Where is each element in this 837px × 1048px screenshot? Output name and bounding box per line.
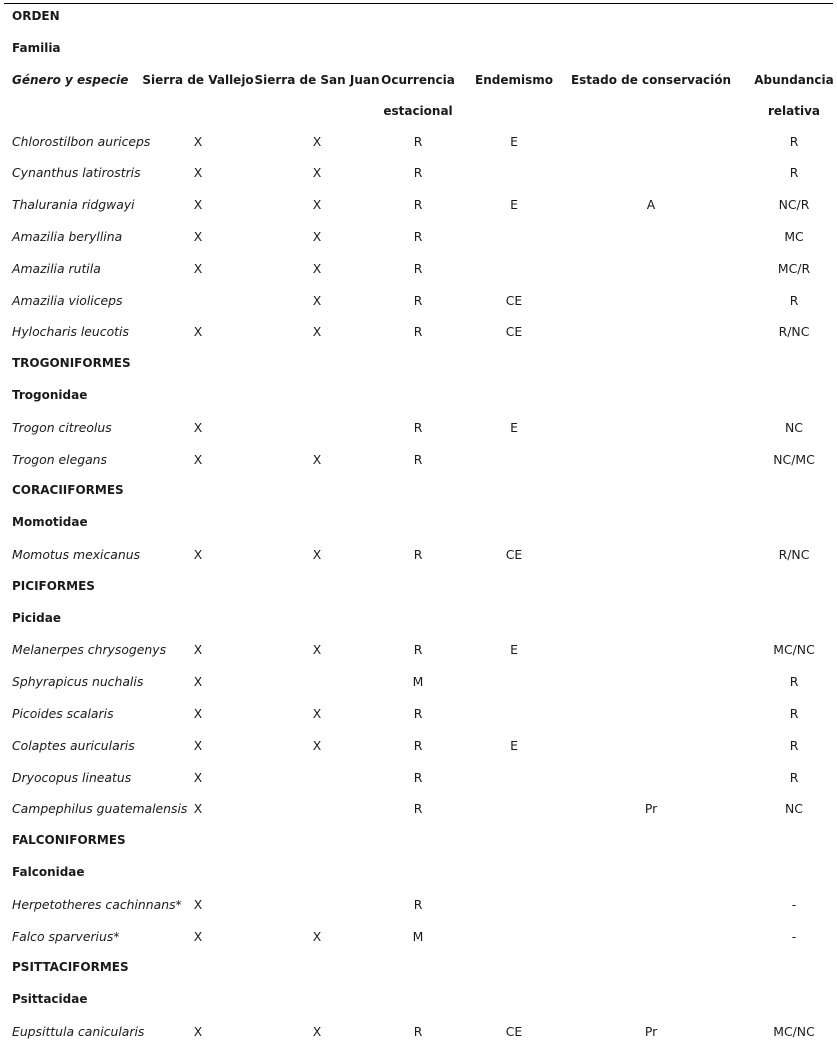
conservacion-cell: Pr xyxy=(644,801,658,817)
header-orden: ORDEN xyxy=(12,9,60,23)
endemismo-cell: E xyxy=(510,197,518,213)
conservacion-cell: Pr xyxy=(644,1023,658,1039)
header-genero: Género y especie xyxy=(12,72,129,87)
vallejo-cell: X xyxy=(193,260,203,276)
endemismo-cell: E xyxy=(510,133,518,149)
header-ocurrencia: Ocurrencia xyxy=(381,72,455,87)
family-name: Momotidae xyxy=(12,515,88,530)
species-name: Herpetotheres cachinnans* xyxy=(12,896,182,912)
endemismo-cell: E xyxy=(510,642,518,658)
abundancia-cell: R xyxy=(789,292,799,308)
abundancia-cell: MC/R xyxy=(777,260,811,276)
order-row xyxy=(0,475,837,507)
sanjuan-cell: X xyxy=(312,546,322,562)
endemismo-cell: CE xyxy=(505,292,523,308)
table-row xyxy=(0,1016,837,1048)
header-row-columns xyxy=(0,65,837,97)
table-row xyxy=(0,412,837,444)
sanjuan-cell: X xyxy=(312,737,322,753)
vallejo-cell: X xyxy=(193,769,203,785)
species-name: Eupsittula canicularis xyxy=(12,1023,145,1039)
family-row xyxy=(0,857,837,889)
vallejo-cell: X xyxy=(193,419,203,435)
abundancia-cell: R xyxy=(789,674,799,690)
abundancia-cell: - xyxy=(791,928,797,944)
family-name: Falconidae xyxy=(12,864,85,879)
ocurrencia-cell: R xyxy=(413,546,423,562)
vallejo-cell: X xyxy=(193,801,203,817)
species-name: Amazilia rutila xyxy=(12,260,101,276)
family-name: Picidae xyxy=(12,610,61,625)
ocurrencia-cell: R xyxy=(413,133,423,149)
sanjuan-cell: X xyxy=(312,705,322,721)
abundancia-cell: - xyxy=(791,896,797,912)
vallejo-cell: X xyxy=(193,928,203,944)
endemismo-cell: E xyxy=(510,737,518,753)
family-row xyxy=(0,380,837,412)
header-ocurrencia-2: estacional xyxy=(383,104,453,119)
abundancia-cell: MC/NC xyxy=(773,642,815,658)
vallejo-cell: X xyxy=(193,324,203,340)
ocurrencia-cell: R xyxy=(413,197,423,213)
order-row xyxy=(0,952,837,984)
vallejo-cell: X xyxy=(193,737,203,753)
vallejo-cell: X xyxy=(193,546,203,562)
table-row xyxy=(0,666,837,698)
species-name: Sphyrapicus nuchalis xyxy=(12,674,144,690)
table-row xyxy=(0,285,837,317)
ocurrencia-cell: R xyxy=(413,165,423,181)
table-row xyxy=(0,189,837,221)
vallejo-cell: X xyxy=(193,1023,203,1039)
species-name: Trogon citreolus xyxy=(12,419,112,435)
family-name: Psittacidae xyxy=(12,992,88,1007)
species-name: Momotus mexicanus xyxy=(12,546,141,562)
vallejo-cell: X xyxy=(193,133,203,149)
conservacion-cell: A xyxy=(646,197,656,213)
vallejo-cell: X xyxy=(193,228,203,244)
abundancia-cell: MC/NC xyxy=(773,1023,815,1039)
sanjuan-cell: X xyxy=(312,292,322,308)
ocurrencia-cell: R xyxy=(413,451,423,467)
species-name: Dryocopus lineatus xyxy=(12,769,132,785)
species-name: Trogon elegans xyxy=(12,451,107,467)
ocurrencia-cell: M xyxy=(412,674,424,690)
sanjuan-cell: X xyxy=(312,260,322,276)
order-row xyxy=(0,348,837,380)
ocurrencia-cell: R xyxy=(413,705,423,721)
vallejo-cell: X xyxy=(193,674,203,690)
abundancia-cell: NC/R xyxy=(778,197,810,213)
vallejo-cell: X xyxy=(193,451,203,467)
ocurrencia-cell: R xyxy=(413,896,423,912)
abundancia-cell: R xyxy=(789,737,799,753)
table-row xyxy=(0,762,837,794)
ocurrencia-cell: R xyxy=(413,260,423,276)
order-row xyxy=(0,825,837,857)
header-sanjuan: Sierra de San Juan xyxy=(254,72,380,87)
table-row xyxy=(0,157,837,189)
abundancia-cell: NC xyxy=(785,419,803,435)
sanjuan-cell: X xyxy=(312,1023,322,1039)
ocurrencia-cell: R xyxy=(413,324,423,340)
ocurrencia-cell: M xyxy=(412,928,424,944)
species-name: Colaptes auricularis xyxy=(12,737,135,753)
header-row-familia xyxy=(0,33,837,65)
abundancia-cell: R/NC xyxy=(778,546,810,562)
vallejo-cell: X xyxy=(193,705,203,721)
abundancia-cell: NC xyxy=(785,801,803,817)
species-name: Picoides scalaris xyxy=(12,705,114,721)
sanjuan-cell: X xyxy=(312,197,322,213)
header-conservacion: Estado de conservación xyxy=(570,72,732,87)
table-row xyxy=(0,730,837,762)
ocurrencia-cell: R xyxy=(413,737,423,753)
ocurrencia-cell: R xyxy=(413,801,423,817)
species-name: Amazilia beryllina xyxy=(12,228,123,244)
table-row xyxy=(0,793,837,825)
ocurrencia-cell: R xyxy=(413,419,423,435)
abundancia-cell: MC xyxy=(784,228,804,244)
vallejo-cell: X xyxy=(193,896,203,912)
species-name: Cynanthus latirostris xyxy=(12,165,141,181)
header-familia: Familia xyxy=(12,40,61,55)
abundancia-cell: R xyxy=(789,133,799,149)
family-row xyxy=(0,603,837,635)
table-row xyxy=(0,316,837,348)
table-row xyxy=(0,889,837,921)
family-name: Trogonidae xyxy=(12,387,88,402)
table-row xyxy=(0,253,837,285)
table-row xyxy=(0,539,837,571)
ocurrencia-cell: R xyxy=(413,642,423,658)
ocurrencia-cell: R xyxy=(413,769,423,785)
header-row-columns-2 xyxy=(0,96,837,128)
vallejo-cell: X xyxy=(193,642,203,658)
ocurrencia-cell: R xyxy=(413,292,423,308)
sanjuan-cell: X xyxy=(312,642,322,658)
order-name: PICIFORMES xyxy=(12,578,95,593)
species-name: Campephilus guatemalensis xyxy=(12,801,188,817)
order-name: PSITTACIFORMES xyxy=(12,960,129,975)
sanjuan-cell: X xyxy=(312,165,322,181)
table-row xyxy=(0,126,837,158)
endemismo-cell: CE xyxy=(505,324,523,340)
header-row-orden xyxy=(0,1,837,33)
endemismo-cell: E xyxy=(510,419,518,435)
species-name: Thalurania ridgwayi xyxy=(12,197,135,213)
species-name: Melanerpes chrysogenys xyxy=(12,642,167,658)
abundancia-cell: NC/MC xyxy=(773,451,815,467)
abundancia-cell: R xyxy=(789,769,799,785)
table-row xyxy=(0,698,837,730)
sanjuan-cell: X xyxy=(312,928,322,944)
family-row xyxy=(0,984,837,1016)
abundancia-cell: R/NC xyxy=(778,324,810,340)
family-row xyxy=(0,507,837,539)
sanjuan-cell: X xyxy=(312,228,322,244)
species-name: Chlorostilbon auriceps xyxy=(12,133,151,149)
vallejo-cell: X xyxy=(193,197,203,213)
table-row xyxy=(0,221,837,253)
header-endemismo: Endemismo xyxy=(475,72,553,87)
ocurrencia-cell: R xyxy=(413,1023,423,1039)
ocurrencia-cell: R xyxy=(413,228,423,244)
species-name: Falco sparverius* xyxy=(12,928,120,944)
order-name: CORACIIFORMES xyxy=(12,483,124,498)
order-row xyxy=(0,571,837,603)
order-name: TROGONIFORMES xyxy=(12,356,131,371)
sanjuan-cell: X xyxy=(312,133,322,149)
endemismo-cell: CE xyxy=(505,1023,523,1039)
table-row xyxy=(0,634,837,666)
endemismo-cell: CE xyxy=(505,546,523,562)
sanjuan-cell: X xyxy=(312,324,322,340)
sanjuan-cell: X xyxy=(312,451,322,467)
header-vallejo: Sierra de Vallejo xyxy=(142,72,254,87)
species-name: Amazilia violiceps xyxy=(12,292,123,308)
order-name: FALCONIFORMES xyxy=(12,833,126,848)
table-row xyxy=(0,444,837,476)
vallejo-cell: X xyxy=(193,165,203,181)
header-abundancia-2: relativa xyxy=(767,104,821,119)
abundancia-cell: R xyxy=(789,165,799,181)
abundancia-cell: R xyxy=(789,705,799,721)
header-abundancia: Abundancia xyxy=(754,72,834,87)
table-row xyxy=(0,921,837,953)
species-name: Hylocharis leucotis xyxy=(12,324,129,340)
